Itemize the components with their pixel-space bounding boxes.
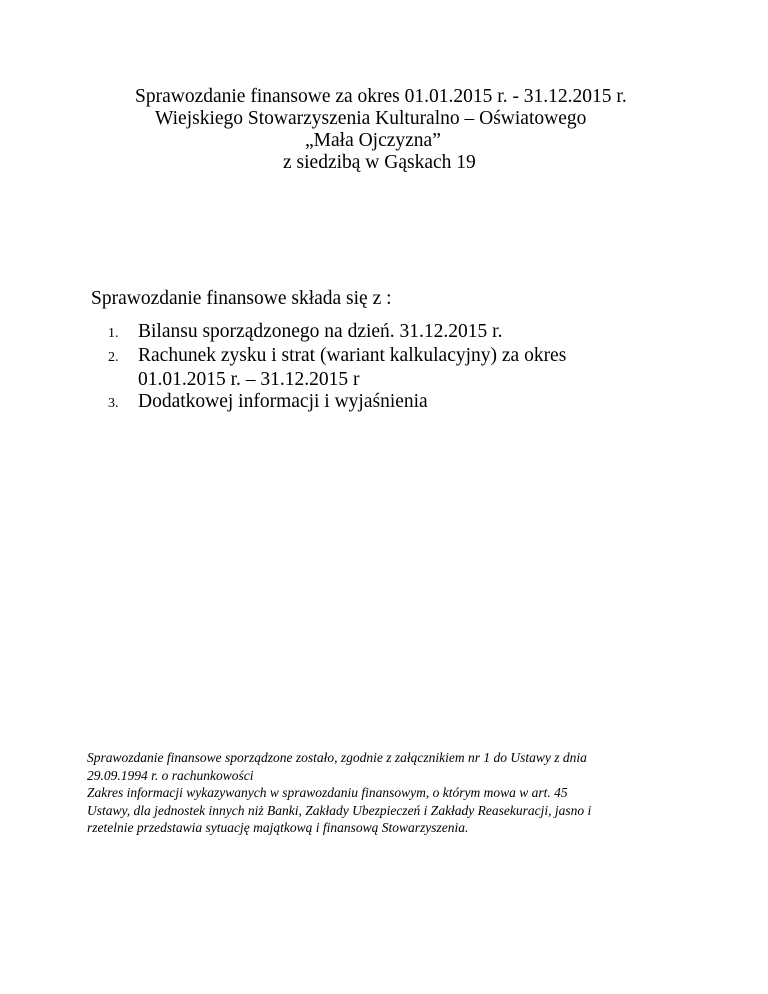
list-item-text: Dodatkowej informacji i wyjaśnienia <box>138 391 428 412</box>
footnote-line: Zakres informacji wykazywanych w sprawozdaniu finansowym, o którym mowa w art. 45 <box>87 785 568 800</box>
list-item-continuation <box>108 369 566 391</box>
list-item-number: 1. <box>108 326 119 341</box>
footnote-line: Ustawy, dla jednostek innych niż Banki, Zakłady Ubezpieczeń i Zakłady Reasekuracji, jasno i <box>87 802 592 818</box>
footnote-line: 29.09.1994 r. o rachunkowości <box>87 767 254 783</box>
list-item-text: Rachunek zysku i strat (wariant kalkulacyjny) za okres <box>138 345 567 366</box>
title-line-period: Sprawozdanie finansowe za okres 01.01.2015 r. - 31.12.2015 r. <box>135 86 627 107</box>
list-item-number: 2. <box>108 350 119 365</box>
list-item <box>108 345 566 369</box>
report-components-list <box>108 321 566 415</box>
intro-paragraph: Sprawozdanie finansowe składa się z : <box>91 288 392 309</box>
legal-footnote <box>87 749 707 837</box>
document-title-block <box>0 86 768 174</box>
footnote-line: rzetelnie przedstawia sytuację majątkową i finansową Stowarzyszenia. <box>87 820 469 835</box>
list-item-text-continuation: 01.01.2015 r. – 31.12.2015 r <box>138 369 360 390</box>
title-line-organization-name: „Mała Ojczyzna” <box>305 130 441 151</box>
title-line-address: z siedzibą w Gąskach 19 <box>283 152 476 173</box>
list-item <box>108 391 566 415</box>
title-line-organization: Wiejskiego Stowarzyszenia Kulturalno – Oświatowego <box>155 108 587 129</box>
list-item-number: 3. <box>108 396 119 411</box>
list-item <box>108 321 566 345</box>
footnote-line: Sprawozdanie finansowe sporządzone zostało, zgodnie z załącznikiem nr 1 do Ustawy z dnia <box>87 750 587 765</box>
list-item-text: Bilansu sporządzonego na dzień. 31.12.2015 r. <box>138 321 503 342</box>
